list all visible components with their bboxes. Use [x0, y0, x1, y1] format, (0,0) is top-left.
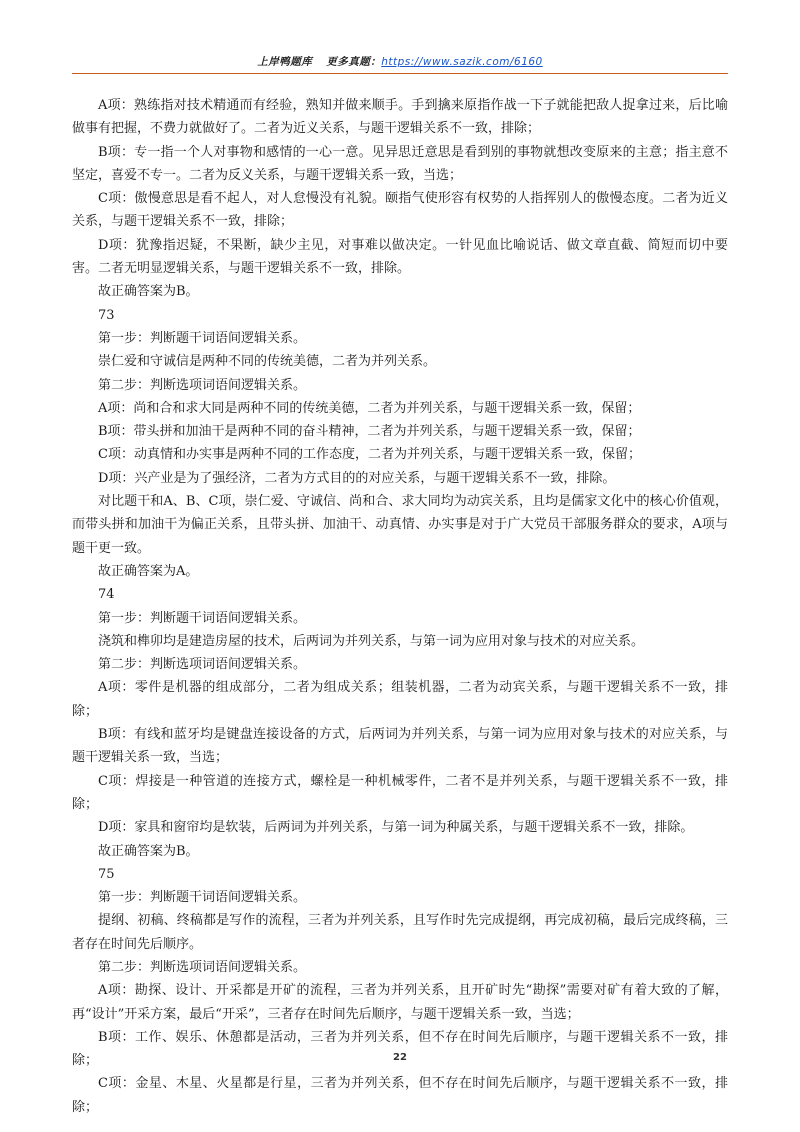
paragraph: A项：零件是机器的组成部分，二者为组成关系；组装机器，二者为动宾关系，与题干逻辑关系不一致，排除； [72, 680, 728, 719]
header-brand: 上岸鸭题库 [257, 56, 313, 68]
question-number: 74 [98, 587, 115, 603]
paragraph: C项：动真情和办实事是两种不同的工作态度，二者为并列关系，与题干逻辑关系一致，保留； [98, 447, 641, 463]
paragraph: B项：工作、娱乐、休憩都是活动，三者为并列关系，但不存在时间先后顺序，与题干逻辑关系不一致，排除； [72, 1029, 728, 1069]
page-header [72, 54, 728, 69]
paragraph: D项：家具和窗帘均是软装，后两词为并列关系，与第一词为种属关系，与题干逻辑关系不一致，排除。 [98, 820, 694, 836]
step-heading: 第一步：判断题干词语间逻辑关系。 [98, 330, 307, 346]
paragraph: C项：金星、木星、火星都是行星，三者为并列关系，但不存在时间先后顺序，与题干逻辑关系不一致，排除； [72, 1076, 728, 1115]
answer-line: 故正确答案为B。 [98, 284, 199, 300]
paragraph: 崇仁爱和守诚信是两种不同的传统美德，二者为并列关系。 [98, 354, 437, 370]
paragraph: C项：焊接是一种管道的连接方式，螺栓是一种机械零件，二者不是并列关系，与题干逻辑关系不一致，排除； [72, 773, 728, 812]
paragraph: B项：带头拼和加油干是两种不同的奋斗精神，二者为并列关系，与题干逻辑关系一致，保留； [98, 424, 641, 440]
header-rule [72, 73, 728, 74]
header-url-link[interactable]: https://www.sazik.com/6160 [381, 56, 543, 68]
paragraph: A项：尚和合和求大同是两种不同的传统美德，二者为并列关系，与题干逻辑关系一致，保留； [98, 400, 641, 416]
paragraph: B项：专一指一个人对事物和感情的一心一意。见异思迁意思是看到别的事物就想改变原来的主意；指主意不坚定，喜爱不专一。二者为反义关系，与题干逻辑关系一致，当选； [72, 144, 728, 183]
question-number: 73 [98, 307, 115, 323]
paragraph: C项：傲慢意思是看不起人，对人怠慢没有礼貌。颐指气使形容有权势的人指挥别人的傲慢态度。二者为近义关系，与题干逻辑关系不一致，排除； [72, 191, 728, 230]
step-heading: 第二步：判断选项词语间逻辑关系。 [98, 657, 307, 673]
paragraph: 提纲、初稿、终稿都是写作的流程，三者为并列关系，且写作时先完成提纲，再完成初稿，最后完成终稿，三者存在时间先后顺序。 [72, 913, 728, 952]
paragraph: A项：勘探、设计、开采都是开矿的流程，三者为并列关系，且开矿时先“勘探”需要对矿有着大致的了解，再“设计”开采方案，最后“开采”，三者存在时间先后顺序，与题干逻辑关系一致，当选； [72, 983, 728, 1022]
step-heading: 第一步：判断题干词语间逻辑关系。 [98, 610, 307, 626]
step-heading: 第二步：判断选项词语间逻辑关系。 [98, 377, 307, 393]
document-body [72, 94, 728, 1119]
header-more-label: 更多真题： [326, 56, 382, 68]
paragraph: 浇筑和榫卯均是建造房屋的技术，后两词为并列关系，与第一词为应用对象与技术的对应关系。 [98, 633, 645, 649]
paragraph: A项：熟练指对技术精通而有经验，熟知并做来顺手。手到擒来原指作战一下子就能把敌人捉拿过来，后比喻做事有把握，不费力就做好了。二者为近义关系，与题干逻辑关系不一致，排除； [72, 98, 728, 137]
answer-line: 故正确答案为A。 [98, 563, 199, 579]
paragraph: D项：犹豫指迟疑，不果断，缺少主见，对事难以做决定。一针见血比喻说话、做文章直截、简短而切中要害。二者无明显逻辑关系，与题干逻辑关系不一致，排除。 [72, 237, 728, 277]
paragraph: 对比题干和A、B、C项，崇仁爱、守诚信、尚和合、求大同均为动宾关系，且均是儒家文化中的核心价值观，而带头拼和加油干为偏正关系，且带头拼、加油干、动真情、办实事是对于广大党员干部服务群众的要求，A项与题干更一致。 [72, 494, 728, 556]
paragraph: D项：兴产业是为了强经济，二者为方式目的的对应关系，与题干逻辑关系不一致，排除。 [98, 470, 616, 486]
step-heading: 第一步：判断题干词语间逻辑关系。 [98, 890, 307, 906]
page-number: 22 [393, 1052, 407, 1063]
paragraph: B项：有线和蓝牙均是键盘连接设备的方式，后两词为并列关系，与第一词为应用对象与技术的对应关系，与题干逻辑关系一致，当选； [72, 727, 728, 766]
question-number: 75 [98, 866, 115, 882]
answer-line: 故正确答案为B。 [98, 843, 199, 859]
step-heading: 第二步：判断选项词语间逻辑关系。 [98, 959, 307, 975]
